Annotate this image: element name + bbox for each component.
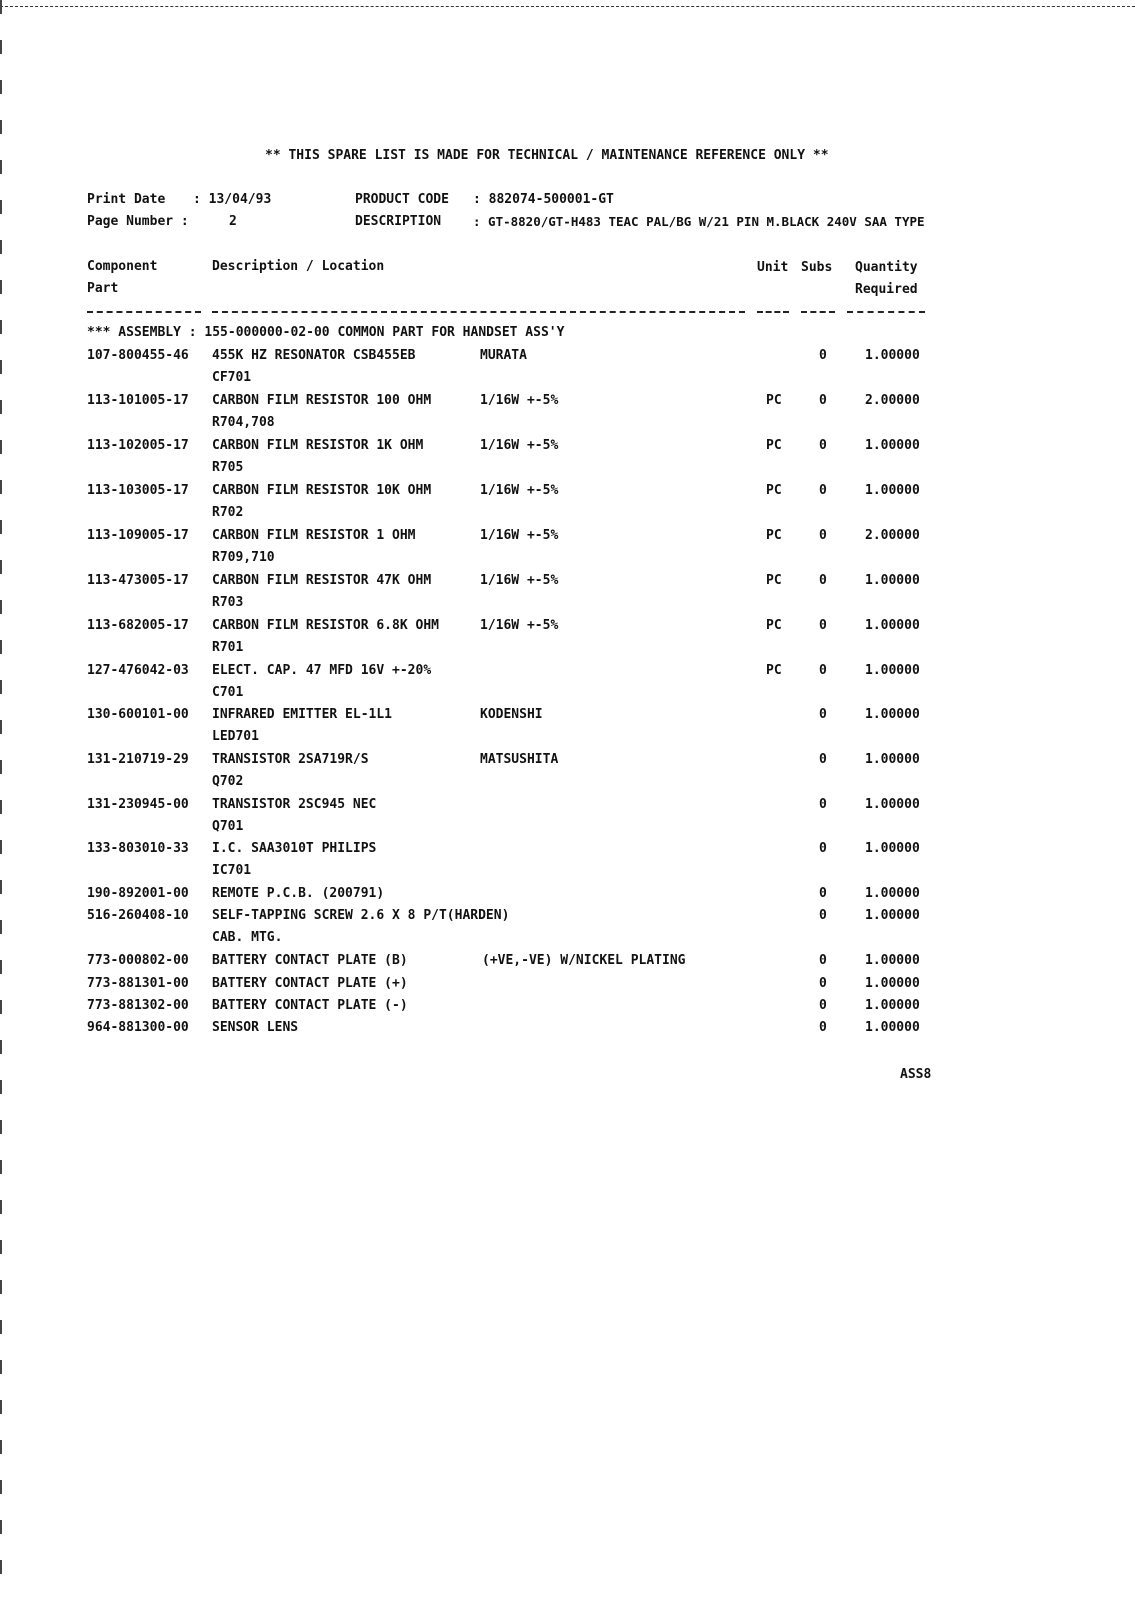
- row-location: Q701: [212, 819, 244, 834]
- row-quantity: 2.00000: [865, 528, 920, 543]
- row-subs: 0: [819, 953, 827, 968]
- row-description: SENSOR LENS: [212, 1020, 299, 1035]
- col-quantity-header: Quantity: [855, 260, 918, 275]
- row-subs: 0: [819, 438, 827, 453]
- row-quantity: 1.00000: [865, 908, 920, 923]
- assembly-line: *** ASSEMBLY : 155-000000-02-00 COMMON PART FOR HANDSET ASS'Y: [87, 325, 565, 340]
- row-extra-info: 1/16W +-5%: [480, 438, 559, 453]
- row-subs: 0: [819, 707, 827, 722]
- row-quantity: 1.00000: [865, 886, 920, 901]
- col-unit-header: Unit: [757, 260, 789, 275]
- row-location: R709,710: [212, 550, 275, 565]
- row-quantity: 1.00000: [865, 483, 920, 498]
- row-part-number: 133-803010-33: [87, 841, 189, 856]
- row-location: R704,708: [212, 415, 275, 430]
- row-subs: 0: [819, 618, 827, 633]
- row-subs: 0: [819, 1020, 827, 1035]
- row-part-number: 113-101005-17: [87, 393, 189, 408]
- row-part-number: 130-600101-00: [87, 707, 189, 722]
- row-description: CARBON FILM RESISTOR 1 OHM: [212, 528, 416, 543]
- product-code-label: PRODUCT CODE: [355, 192, 449, 207]
- row-quantity: 1.00000: [865, 752, 920, 767]
- row-subs: 0: [819, 998, 827, 1013]
- row-part-number: 113-473005-17: [87, 573, 189, 588]
- row-part-number: 964-881300-00: [87, 1020, 189, 1035]
- row-extra-info: 1/16W +-5%: [480, 528, 559, 543]
- row-subs: 0: [819, 348, 827, 363]
- row-location: CAB. MTG.: [212, 930, 283, 945]
- row-quantity: 1.00000: [865, 618, 920, 633]
- page-number-value: 2: [229, 214, 237, 229]
- row-location: R701: [212, 640, 244, 655]
- row-description: CARBON FILM RESISTOR 47K OHM: [212, 573, 432, 588]
- col-required-header: Required: [855, 282, 918, 297]
- row-location: LED701: [212, 729, 259, 744]
- row-quantity: 1.00000: [865, 797, 920, 812]
- row-description: 455K HZ RESONATOR CSB455EB: [212, 348, 416, 363]
- row-location: R702: [212, 505, 244, 520]
- row-part-number: 131-230945-00: [87, 797, 189, 812]
- col-description-header: Description / Location: [212, 259, 385, 274]
- row-extra-info: 1/16W +-5%: [480, 573, 559, 588]
- col-part-header: Part: [87, 281, 119, 296]
- row-unit: PC: [766, 573, 782, 588]
- header-divider-unit: [757, 311, 789, 313]
- top-rule: [0, 6, 1135, 7]
- row-description: TRANSISTOR 2SC945 NEC: [212, 797, 377, 812]
- page-number-label: Page Number :: [87, 214, 189, 229]
- row-part-number: 773-881302-00: [87, 998, 189, 1013]
- col-subs-header: Subs: [801, 260, 833, 275]
- row-description: REMOTE P.C.B. (200791): [212, 886, 385, 901]
- print-date-label: Print Date: [87, 192, 166, 207]
- row-subs: 0: [819, 886, 827, 901]
- row-description: I.C. SAA3010T PHILIPS: [212, 841, 377, 856]
- row-extra-info: MATSUSHITA: [480, 752, 559, 767]
- col-component-header: Component: [87, 259, 158, 274]
- row-quantity: 1.00000: [865, 953, 920, 968]
- row-quantity: 1.00000: [865, 841, 920, 856]
- description-value: : GT-8820/GT-H483 TEAC PAL/BG W/21 PIN M.BLACK 240V SAA TYPE: [473, 214, 925, 229]
- footer-code: ASS8: [900, 1067, 932, 1082]
- row-unit: PC: [766, 483, 782, 498]
- row-part-number: 113-103005-17: [87, 483, 189, 498]
- row-subs: 0: [819, 483, 827, 498]
- row-location: C701: [212, 685, 244, 700]
- row-unit: PC: [766, 528, 782, 543]
- row-part-number: 107-800455-46: [87, 348, 189, 363]
- row-unit: PC: [766, 393, 782, 408]
- row-quantity: 1.00000: [865, 1020, 920, 1035]
- row-unit: PC: [766, 663, 782, 678]
- row-subs: 0: [819, 393, 827, 408]
- row-subs: 0: [819, 976, 827, 991]
- row-description: BATTERY CONTACT PLATE (-): [212, 998, 408, 1013]
- row-description: CARBON FILM RESISTOR 10K OHM: [212, 483, 432, 498]
- row-subs: 0: [819, 528, 827, 543]
- row-extra-info: 1/16W +-5%: [480, 393, 559, 408]
- row-description: CARBON FILM RESISTOR 1K OHM: [212, 438, 424, 453]
- header-divider-component: [87, 311, 201, 313]
- row-extra-info: 1/16W +-5%: [480, 483, 559, 498]
- row-subs: 0: [819, 663, 827, 678]
- row-unit: PC: [766, 618, 782, 633]
- row-description: BATTERY CONTACT PLATE (+): [212, 976, 408, 991]
- row-extra-info: (+VE,-VE) W/NICKEL PLATING: [482, 953, 686, 968]
- row-part-number: 113-102005-17: [87, 438, 189, 453]
- row-quantity: 1.00000: [865, 348, 920, 363]
- row-location: IC701: [212, 863, 252, 878]
- row-subs: 0: [819, 573, 827, 588]
- row-quantity: 2.00000: [865, 393, 920, 408]
- row-quantity: 1.00000: [865, 663, 920, 678]
- header-divider-quantity: [847, 311, 925, 313]
- row-extra-info: MURATA: [480, 348, 527, 363]
- description-label: DESCRIPTION: [355, 214, 442, 229]
- row-part-number: 113-682005-17: [87, 618, 189, 633]
- row-quantity: 1.00000: [865, 573, 920, 588]
- row-part-number: 131-210719-29: [87, 752, 189, 767]
- row-description: INFRARED EMITTER EL-1L1: [212, 707, 393, 722]
- row-description: TRANSISTOR 2SA719R/S: [212, 752, 369, 767]
- row-extra-info: KODENSHI: [480, 707, 543, 722]
- product-code-value: : 882074-500001-GT: [473, 192, 614, 207]
- row-quantity: 1.00000: [865, 707, 920, 722]
- row-description: CARBON FILM RESISTOR 100 OHM: [212, 393, 432, 408]
- print-date-value: : 13/04/93: [193, 192, 272, 207]
- row-location: CF701: [212, 370, 252, 385]
- row-part-number: 773-881301-00: [87, 976, 189, 991]
- row-description: CARBON FILM RESISTOR 6.8K OHM: [212, 618, 439, 633]
- row-part-number: 113-109005-17: [87, 528, 189, 543]
- row-location: Q702: [212, 774, 244, 789]
- notice-line: ** THIS SPARE LIST IS MADE FOR TECHNICAL / MAINTENANCE REFERENCE ONLY **: [265, 148, 829, 163]
- row-description: BATTERY CONTACT PLATE (B): [212, 953, 408, 968]
- row-subs: 0: [819, 752, 827, 767]
- row-part-number: 190-892001-00: [87, 886, 189, 901]
- row-location: R705: [212, 460, 244, 475]
- row-extra-info: 1/16W +-5%: [480, 618, 559, 633]
- row-part-number: 127-476042-03: [87, 663, 189, 678]
- header-divider-description: [212, 311, 745, 313]
- row-part-number: 516-260408-10: [87, 908, 189, 923]
- row-part-number: 773-000802-00: [87, 953, 189, 968]
- row-subs: 0: [819, 908, 827, 923]
- row-description: ELECT. CAP. 47 MFD 16V +-20%: [212, 663, 432, 678]
- row-subs: 0: [819, 841, 827, 856]
- row-subs: 0: [819, 797, 827, 812]
- left-edge-marks: [0, 0, 2, 1600]
- row-description: SELF-TAPPING SCREW 2.6 X 8 P/T(HARDEN): [212, 908, 510, 923]
- row-quantity: 1.00000: [865, 998, 920, 1013]
- row-quantity: 1.00000: [865, 976, 920, 991]
- row-unit: PC: [766, 438, 782, 453]
- row-quantity: 1.00000: [865, 438, 920, 453]
- row-location: R703: [212, 595, 244, 610]
- header-divider-subs: [801, 311, 835, 313]
